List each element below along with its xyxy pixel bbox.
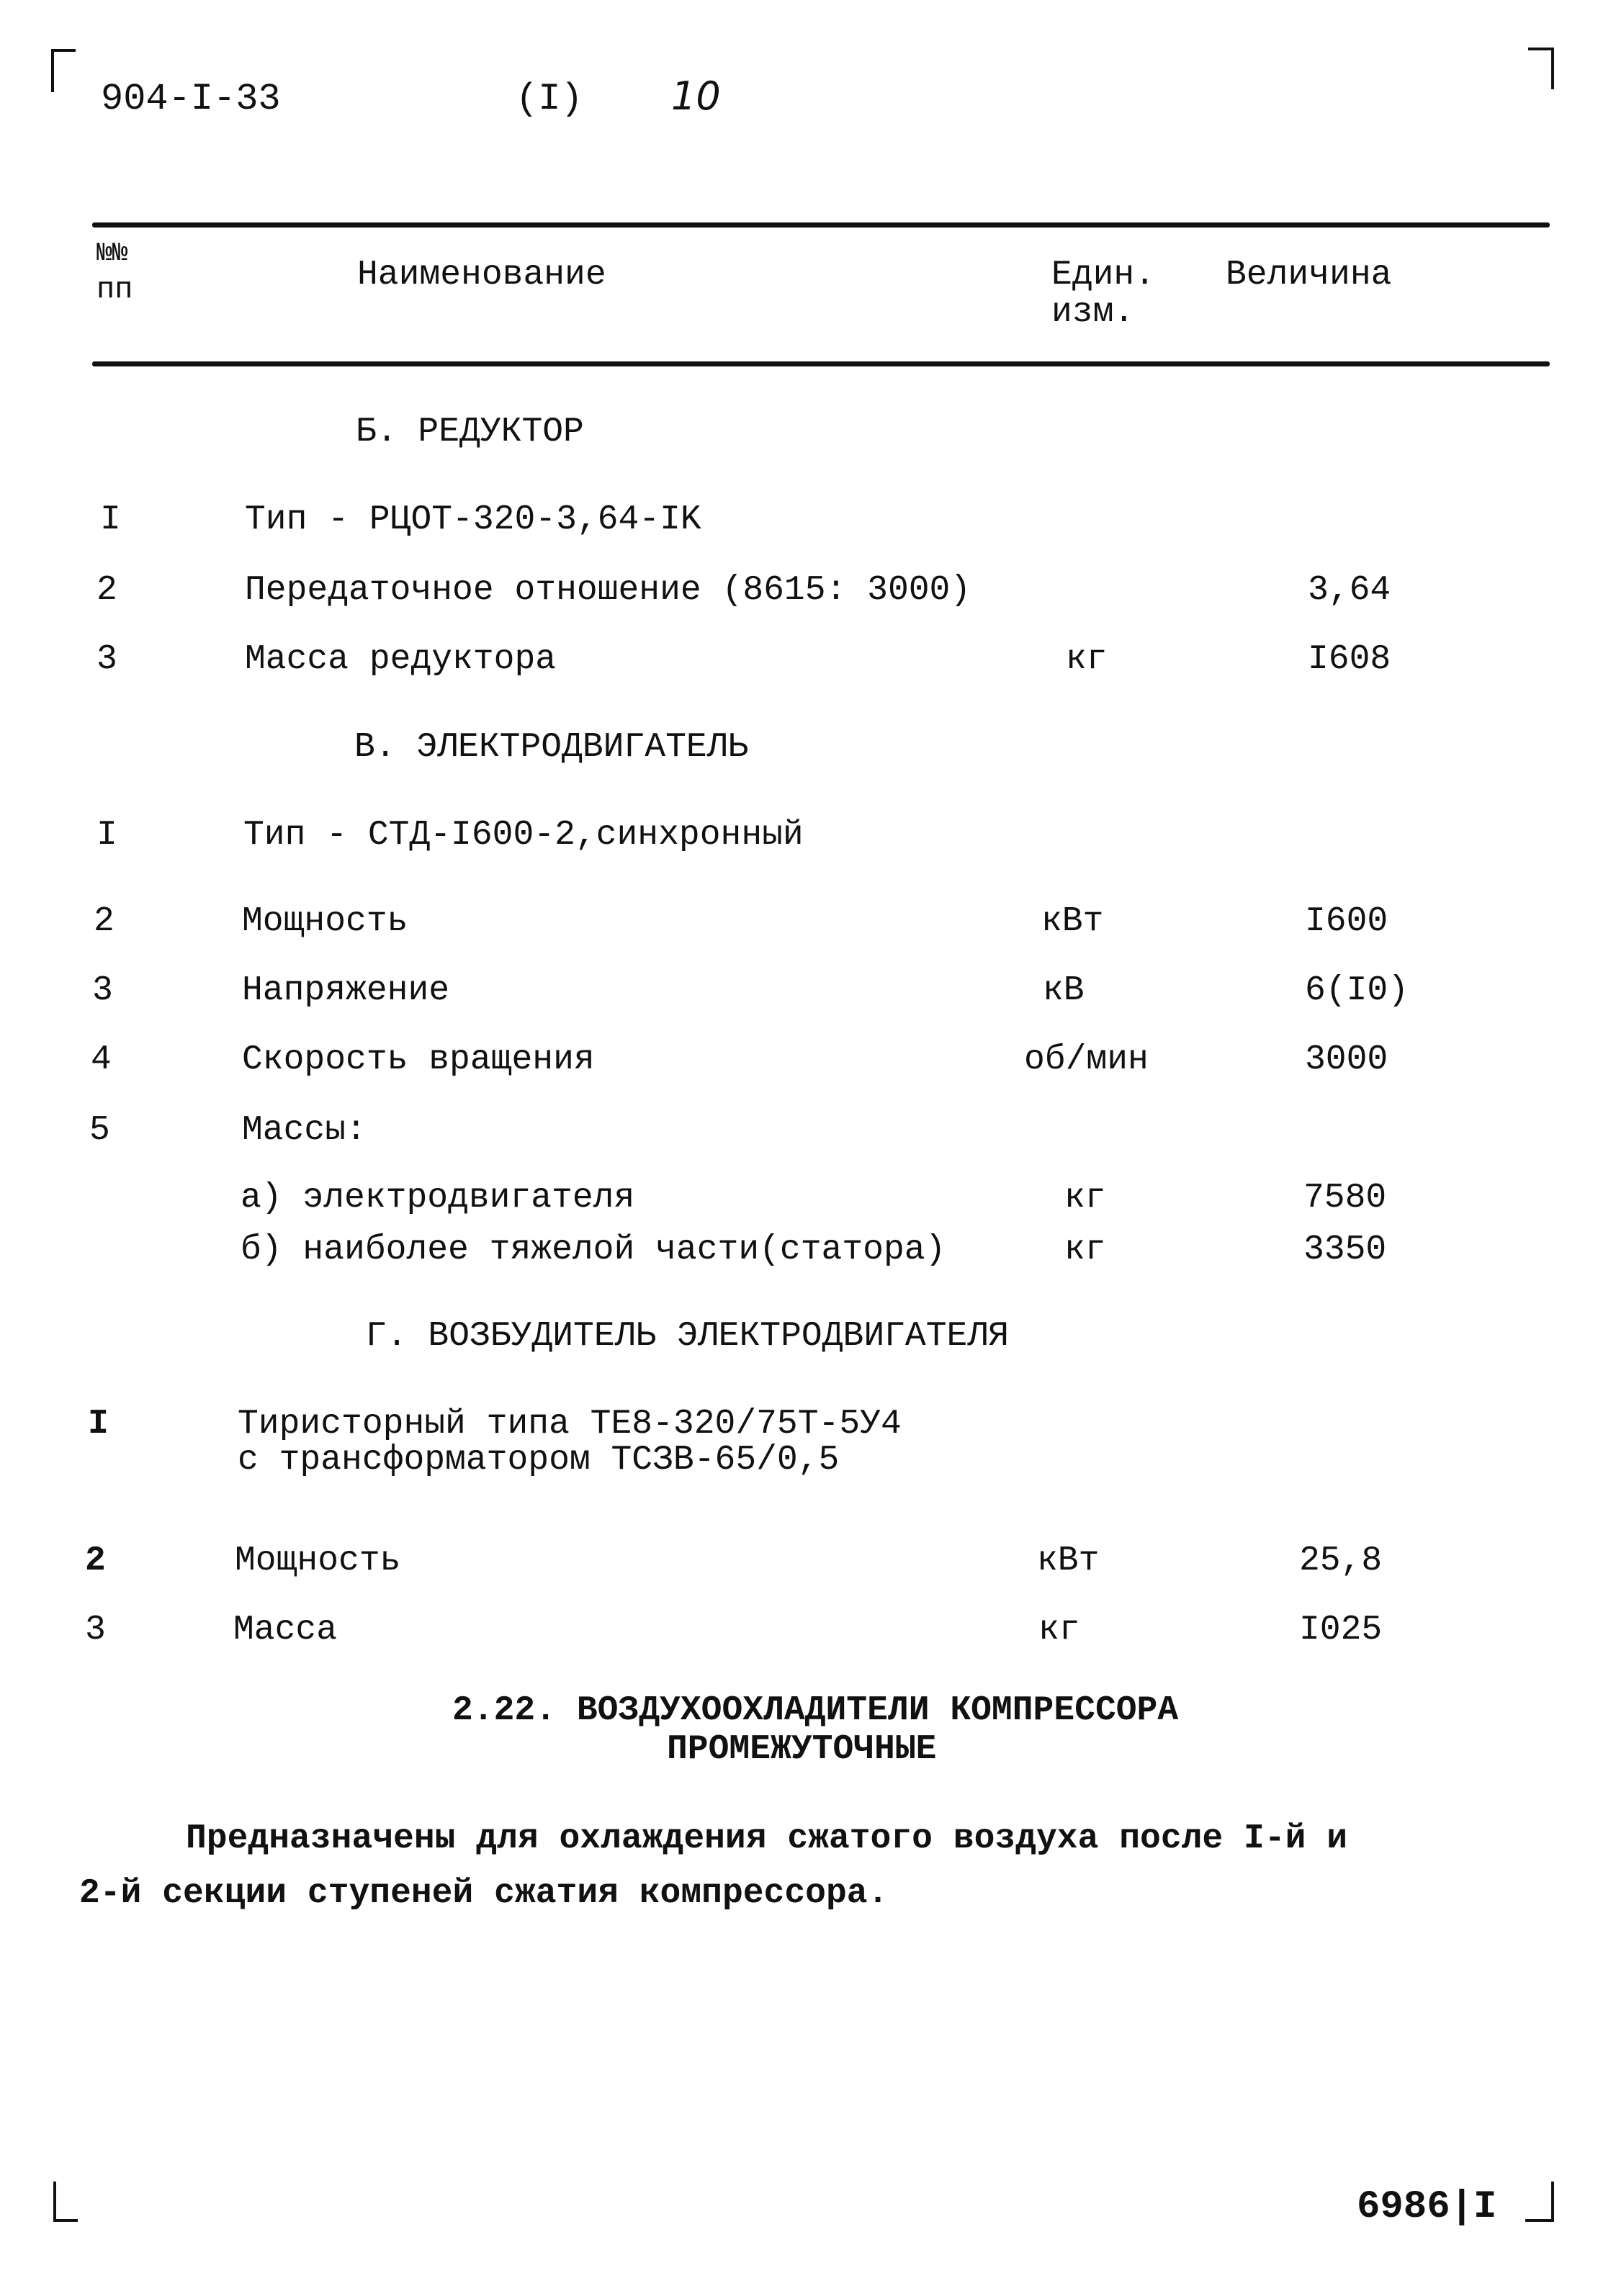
row-num: 2 [85, 1541, 106, 1580]
row-name: Тиристорный типа ТЕ8-320/75Т-5У4 [238, 1405, 902, 1444]
corner-mark-bottom-right [1525, 2182, 1554, 2222]
row-num: 2 [96, 571, 117, 610]
corner-mark-top-right [1528, 48, 1554, 89]
corner-mark-bottom-left [53, 2182, 78, 2222]
page-number: 10 [671, 73, 721, 119]
row-name: Передаточное отношение (8615: 3000) [245, 571, 971, 610]
row-value: I608 [1308, 640, 1391, 679]
row-name: Массы: [242, 1111, 367, 1150]
row-num: I [100, 500, 121, 539]
col-header-value: Величина [1226, 256, 1392, 294]
row-value: I600 [1305, 902, 1388, 941]
row-value: I025 [1299, 1611, 1383, 1649]
col-header-unit2: изм. [1051, 293, 1135, 332]
row-name: Тип - РЦОТ-320-3,64-IK [245, 500, 701, 539]
row-unit: кВ [1043, 971, 1085, 1010]
row-unit: кВт [1041, 902, 1104, 941]
row-value: 3,64 [1308, 571, 1391, 610]
row-num: 3 [85, 1611, 106, 1649]
col-header-unit: Един. [1051, 256, 1156, 294]
section-title: Г. ВОЗБУДИТЕЛЬ ЭЛЕКТРОДВИГАТЕЛЯ [366, 1317, 1009, 1356]
subsection-title: 2.22. ВОЗДУХООХЛАДИТЕЛИ КОМПРЕССОРА [452, 1691, 1179, 1730]
row-name: Масса редуктора [245, 640, 557, 679]
row-name: Скорость вращения [242, 1040, 595, 1079]
row-name: а) электродвигателя [241, 1179, 635, 1217]
doc-part: (I) [516, 78, 583, 120]
row-num: I [96, 816, 117, 855]
sheet-stamp: 6986|I [1357, 2185, 1497, 2229]
row-value: 7580 [1303, 1179, 1387, 1217]
row-num: 4 [91, 1040, 112, 1079]
row-name: Мощность [242, 902, 408, 941]
row-value: 3000 [1305, 1040, 1388, 1079]
row-value: 6(I0) [1305, 971, 1409, 1010]
col-header-num2: пп [96, 272, 133, 307]
col-header-name: Наименование [357, 256, 606, 294]
section-title: В. ЭЛЕКТРОДВИГАТЕЛЬ [354, 728, 749, 767]
row-value: 3350 [1303, 1230, 1387, 1269]
row-unit: кг [1064, 1230, 1106, 1269]
row-unit: об/мин [1024, 1040, 1149, 1079]
table-top-rule [92, 222, 1550, 228]
row-num: I [88, 1405, 109, 1444]
row-num: 2 [94, 902, 115, 941]
row-name: Мощность [235, 1541, 401, 1580]
row-name: Масса [233, 1611, 338, 1649]
row-num: 3 [96, 640, 117, 679]
table-header-rule [92, 361, 1550, 366]
col-header-num: №№ [96, 238, 128, 268]
corner-mark-top-left [51, 49, 76, 92]
row-unit: кВт [1037, 1541, 1100, 1580]
row-unit: кг [1064, 1179, 1106, 1217]
doc-code: 904-I-33 [101, 78, 281, 120]
paragraph-line: Предназначены для охлаждения сжатого воздуха после I-й и [186, 1819, 1348, 1858]
row-unit: кг [1038, 1611, 1080, 1649]
row-num: 3 [92, 971, 113, 1010]
row-value: 25,8 [1299, 1541, 1383, 1580]
row-name: б) наиболее тяжелой части(статора) [241, 1230, 946, 1269]
row-name: Напряжение [242, 971, 450, 1010]
row-num: 5 [89, 1111, 110, 1150]
row-name: Тип - СТД-I600-2,синхронный [243, 816, 804, 855]
row-name-line2: с трансформатором ТСЗВ-65/0,5 [238, 1441, 840, 1480]
paragraph-line: 2-й секции ступеней сжатия компрессора. [79, 1874, 889, 1913]
section-title: Б. РЕДУКТОР [356, 413, 584, 451]
subsection-title-line2: ПРОМЕЖУТОЧНЫЕ [667, 1730, 937, 1769]
row-unit: кг [1066, 640, 1108, 679]
